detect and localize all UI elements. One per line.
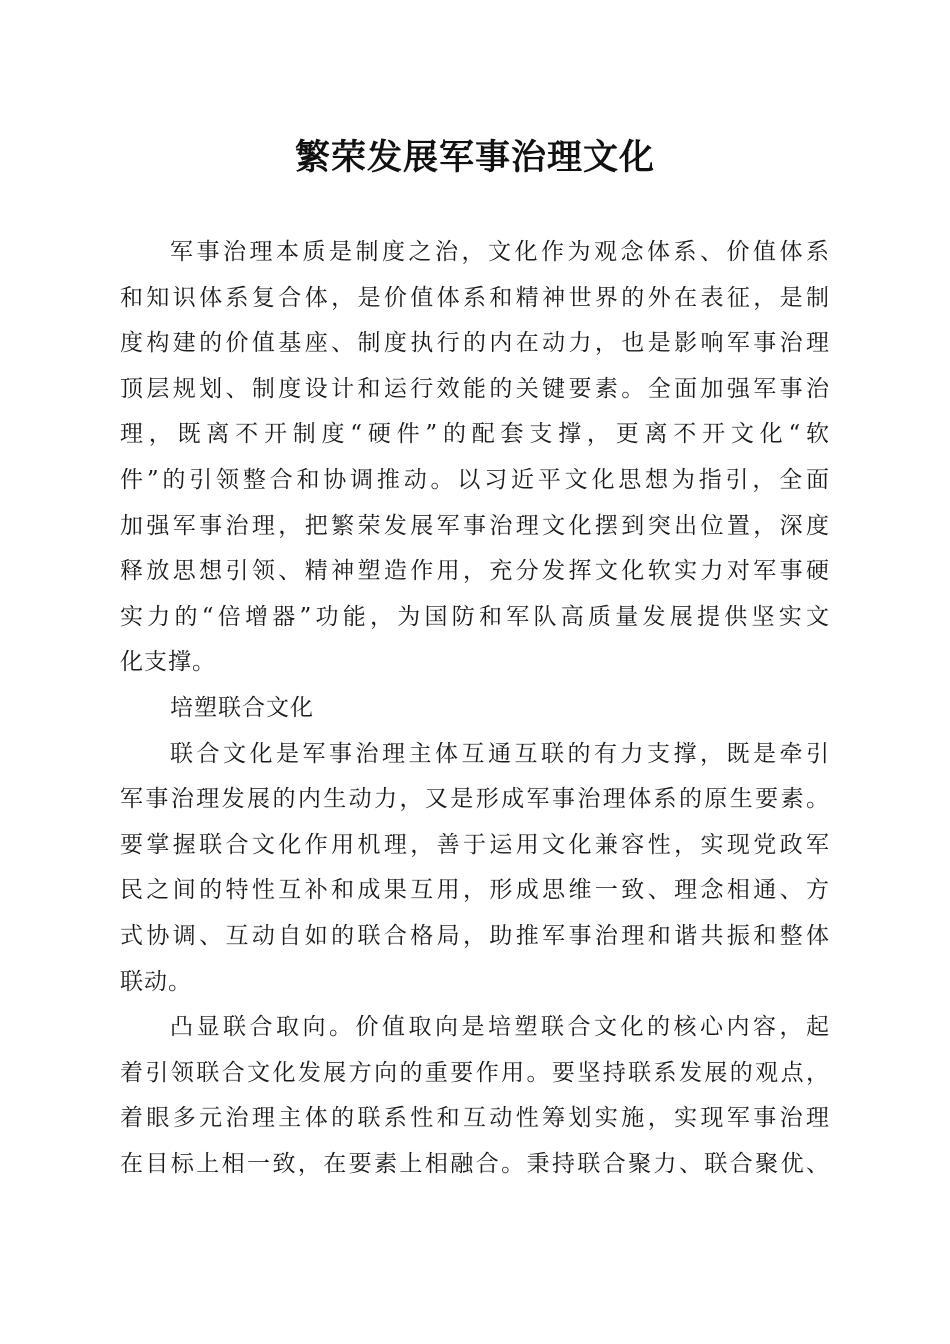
paragraph-line: 民之间的特性互补和成果互用，形成思维一致、理念相通、方 xyxy=(120,877,830,904)
paragraph-line: 着眼多元治理主体的联系性和互动性筹划实施，实现军事治理 xyxy=(120,1105,830,1132)
paragraph-line: 军事治理本质是制度之治，文化作为观念体系、价值体系 xyxy=(170,239,830,265)
paragraph-line: 度构建的价值基座、制度执行的内在动力，也是影响军事治理 xyxy=(120,330,830,357)
paragraph-line: 联动。 xyxy=(120,968,192,995)
paragraph-line: 着引领联合文化发展方向的重要作用。要坚持联系发展的观点， xyxy=(120,1059,830,1086)
paragraph-line: 和知识体系复合体，是价值体系和精神世界的外在表征，是制 xyxy=(120,284,830,311)
document-title: 繁荣发展军事治理文化 xyxy=(294,137,655,178)
paragraph-line: 联合文化是军事治理主体互通互联的有力支撑，既是牵引 xyxy=(170,740,830,767)
paragraph-line: 释放思想引领、精神塑造作用，充分发挥文化软实力对军事硬 xyxy=(120,558,830,585)
section-heading: 培塑联合文化 xyxy=(170,694,314,721)
paragraph-line: 化支撑。 xyxy=(120,649,216,676)
paragraph-line: 军事治理发展的内生动力，又是形成军事治理体系的原生要素。 xyxy=(120,786,830,813)
paragraph-line: 要掌握联合文化作用机理，善于运用文化兼容性，实现党政军 xyxy=(120,831,830,858)
paragraph-line: 式协调、互动自如的联合格局，助推军事治理和谐共振和整体 xyxy=(120,922,830,949)
paragraph-line: 理，既离不开制度“硬件”的配套支撑，更离不开文化“软 xyxy=(120,421,830,448)
paragraph-line: 在目标上相一致，在要素上相融合。秉持联合聚力、联合聚优、 xyxy=(120,1150,830,1177)
document-body xyxy=(120,230,830,1187)
paragraph-line: 凸显联合取向。价值取向是培塑联合文化的核心内容，起 xyxy=(170,1014,830,1041)
paragraph-line: 顶层规划、制度设计和运行效能的关键要素。全面加强军事治 xyxy=(120,375,830,402)
paragraph-line: 件”的引领整合和协调推动。以习近平文化思想为指引，全面 xyxy=(120,466,830,493)
paragraph-line: 实力的“倍增器”功能，为国防和军队高质量发展提供坚实文 xyxy=(120,603,830,630)
paragraph-line: 加强军事治理，把繁荣发展军事治理文化摆到突出位置，深度 xyxy=(120,512,830,539)
